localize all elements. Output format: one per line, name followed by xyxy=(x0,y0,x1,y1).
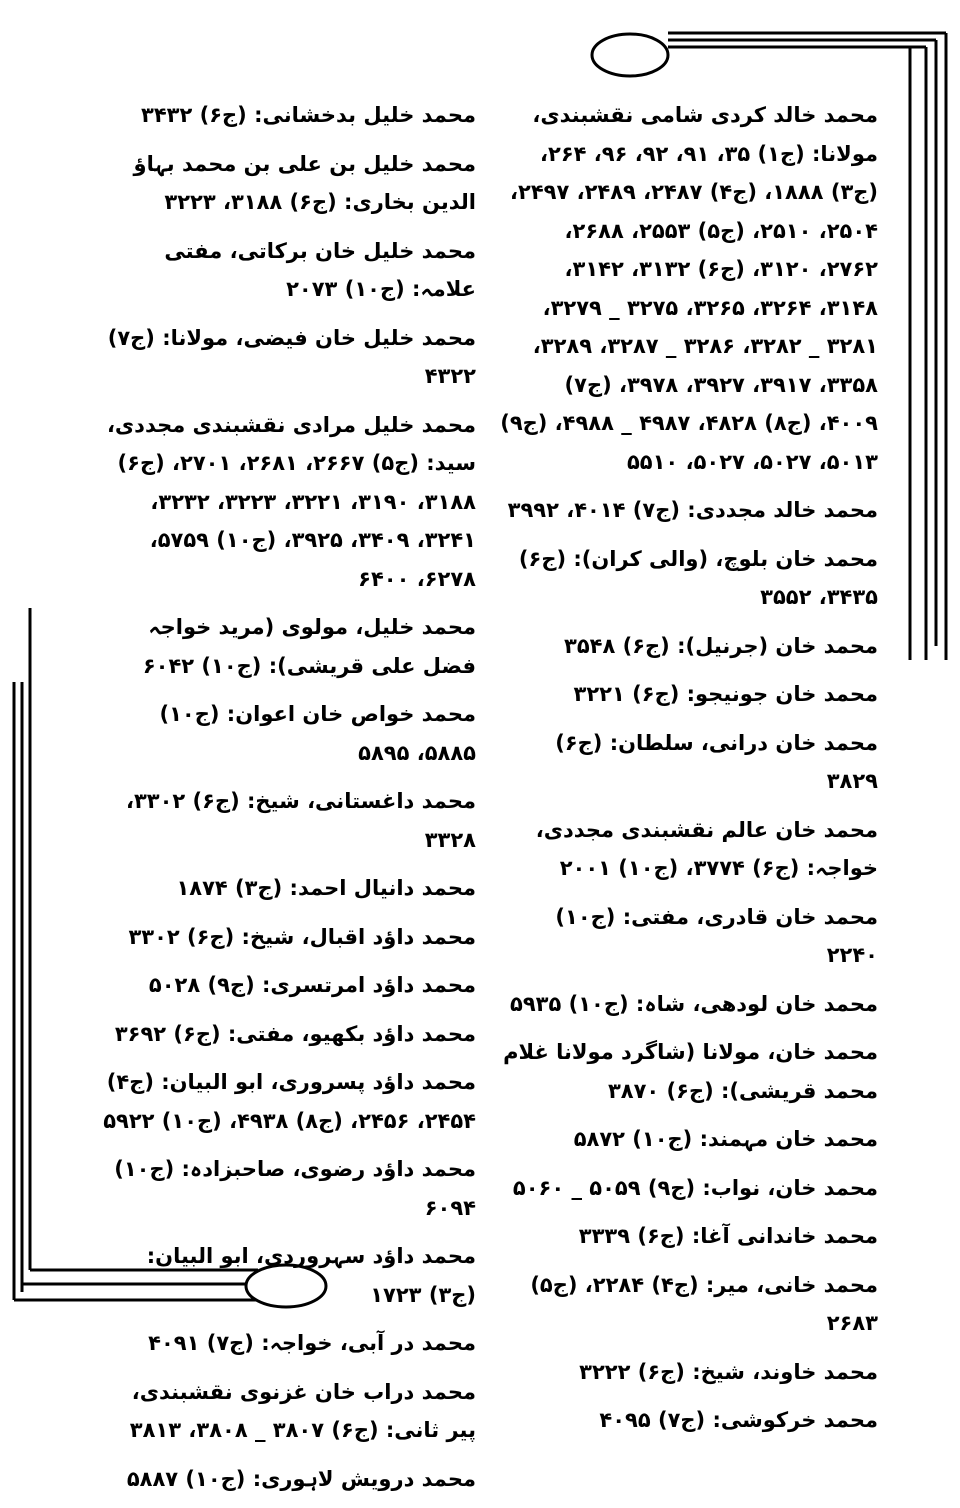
index-entry: محمد خان، مولانا (شاگرد مولانا غلام محمد قریشی): (ج۶) ۳۸۷۰ xyxy=(503,1040,878,1103)
index-entry: محمد دراب خان غزنوی نقشبندی، پیر ثانی: (ج۶) ۳۸۰۷ _ ۳۸۰۸، ۳۸۱۳ xyxy=(129,1379,476,1442)
index-entry: محمد داؤد اقبال، شیخ: (ج۶) ۳۳۰۲ xyxy=(128,924,476,949)
index-entry: محمد خالد کردی شامی نقشبندی، مولانا: (ج۱) ۳۵، ۹۱، ۹۲، ۹۶، ۲۶۴، (ج۳) ۱۸۸۸، (ج۴) ۲۴۸۷، ۲۴۸۹، ۲۴۹۷، ۲۵۰۴، ۲۵۱۰، (ج۵) ۲۵۵۳، ۲۶۸۸، ۲۷۶۲، ۳۱۲۰، (ج۶) ۳۱۳۲، ۳۱۴۲، ۳۱۴۸، ۳۲۶۴، ۳۲۶۵، ۳۲۷۵ _ ۳۲۷۹، ۳۲۸۱ _ ۳۲۸۲، ۳۲۸۶ _ ۳۲۸۷، ۳۲۸۹، ۳۳۵۸، ۳۹۱۷، ۳۹۲۷، ۳۹۷۸، (ج۷) ۴۰۰۹، (ج۸) ۴۸۲۸، ۴۹۸۷ _ ۴۹۸۸، (ج۹) ۵۰۱۳، ۵۰۲۷، ۵۰۲۷، ۵۵۱۰ xyxy=(500,103,878,474)
index-entry: محمد خان، نواب: (ج۹) ۵۰۵۹ _ ۵۰۶۰ xyxy=(512,1175,878,1200)
index-entry: محمد خان لودھی، شاہ: (ج۱۰) ۵۹۳۵ xyxy=(510,991,878,1016)
index-entry: محمد خلیل خان برکاتی، مفتی علامہ: (ج۱۰) ۲۰۷۳ xyxy=(164,238,476,301)
index-entry: محمد خواص خان اعوان: (ج۱۰) ۵۸۸۵، ۵۸۹۵ xyxy=(159,702,476,765)
index-column-right xyxy=(500,96,878,1450)
index-entry: محمد داغستانی، شیخ: (ج۶) ۳۳۰۲، ۳۳۲۸ xyxy=(125,789,476,852)
index-entry: محمد خلیل بن علی بن محمد بہاؤ الدین بخاری: (ج۶) ۳۱۸۸، ۳۲۲۳ xyxy=(133,151,476,214)
index-entry: محمد داؤد سہروردی، ابو البیان: (ج۳) ۱۷۲۳ xyxy=(146,1244,476,1307)
index-entry: محمد خلیل مرادی نقشبندی مجددی، سید: (ج۵) ۲۶۶۷، ۲۶۸۱، ۲۷۰۱، (ج۶) ۳۱۸۸، ۳۱۹۰، ۳۲۲۱، ۳۲۲۳، ۳۲۳۲، ۳۲۴۱، ۳۴۰۹، ۳۹۲۵، (ج۱۰) ۵۷۵۹، ۶۲۷۸، ۶۴۰۰ xyxy=(106,412,476,591)
index-entry: محمد خان جونیجو: (ج۶) ۳۲۲۱ xyxy=(573,682,878,706)
index-entry: محمد خان درانی، سلطان: (ج۶) ۳۸۲۹ xyxy=(555,730,878,793)
index-entry: محمد داؤد پسروری، ابو البیان: (ج۴) ۲۴۵۴، ۲۴۵۶، (ج۸) ۴۹۳۸، (ج۱۰) ۵۹۲۲ xyxy=(103,1070,476,1133)
index-entry: محمد داؤد امرتسری: (ج۹) ۵۰۲۸ xyxy=(148,973,476,997)
index-entry: محمد خالد مجددی: (ج۷) ۴۰۱۴، ۳۹۹۲ xyxy=(507,498,878,522)
index-entry: محمد خلیل بدخشانی: (ج۶) ۳۴۳۲ xyxy=(141,103,476,127)
index-entry: محمد خلیل خان فیضی، مولانا: (ج۷) ۴۳۲۲ xyxy=(107,325,476,388)
index-entry: محمد در آبی، خواجہ: (ج۷) ۴۰۹۱ xyxy=(148,1331,476,1355)
index-entry: محمد خان عالم نقشبندی مجددی، خواجہ: (ج۶) ۳۷۷۴، (ج۱۰) ۲۰۰۱ xyxy=(535,817,878,880)
index-entry: محمد خان (جرنیل): (ج۶) ۳۵۴۸ xyxy=(564,633,878,658)
index-entry: محمد خلیل، مولوی (مرید خواجہ فضل علی قریشی): (ج۱۰) ۶۰۴۲ xyxy=(142,615,476,678)
index-entry: محمد درویش لاہوری: (ج۱۰) ۵۸۸۷ xyxy=(126,1466,476,1491)
index-entry: محمد خان قادری، مفتی: (ج۱۰) ۲۲۴۰ xyxy=(555,904,878,967)
top-ellipse xyxy=(592,34,668,76)
index-entry: محمد خرکوشی: (ج۷) ۴۰۹۵ xyxy=(599,1408,878,1432)
index-column-left xyxy=(98,96,476,1508)
index-entry: محمد داؤد بکھیو، مفتی: (ج۶) ۳۶۹۲ xyxy=(114,1021,476,1046)
index-entry: محمد خاوند، شیخ: (ج۶) ۳۲۲۲ xyxy=(579,1359,878,1384)
index-entry: محمد خان مہمند: (ج۱۰) ۵۸۷۲ xyxy=(573,1127,878,1151)
index-entry: محمد خاندانی آغا: (ج۶) ۳۳۳۹ xyxy=(578,1224,878,1248)
index-entry: محمد خانی، میر: (ج۴) ۲۲۸۴، (ج۵) ۲۶۸۳ xyxy=(530,1272,878,1335)
index-entry: محمد دانیال احمد: (ج۳) ۱۸۷۴ xyxy=(176,876,476,900)
index-entry: محمد داؤد رضوی، صاحبزادہ: (ج۱۰) ۶۰۹۴ xyxy=(114,1157,476,1220)
index-entry: محمد خان بلوچ، (والی کران): (ج۶) ۳۴۳۵، ۳۵۵۲ xyxy=(518,546,878,609)
